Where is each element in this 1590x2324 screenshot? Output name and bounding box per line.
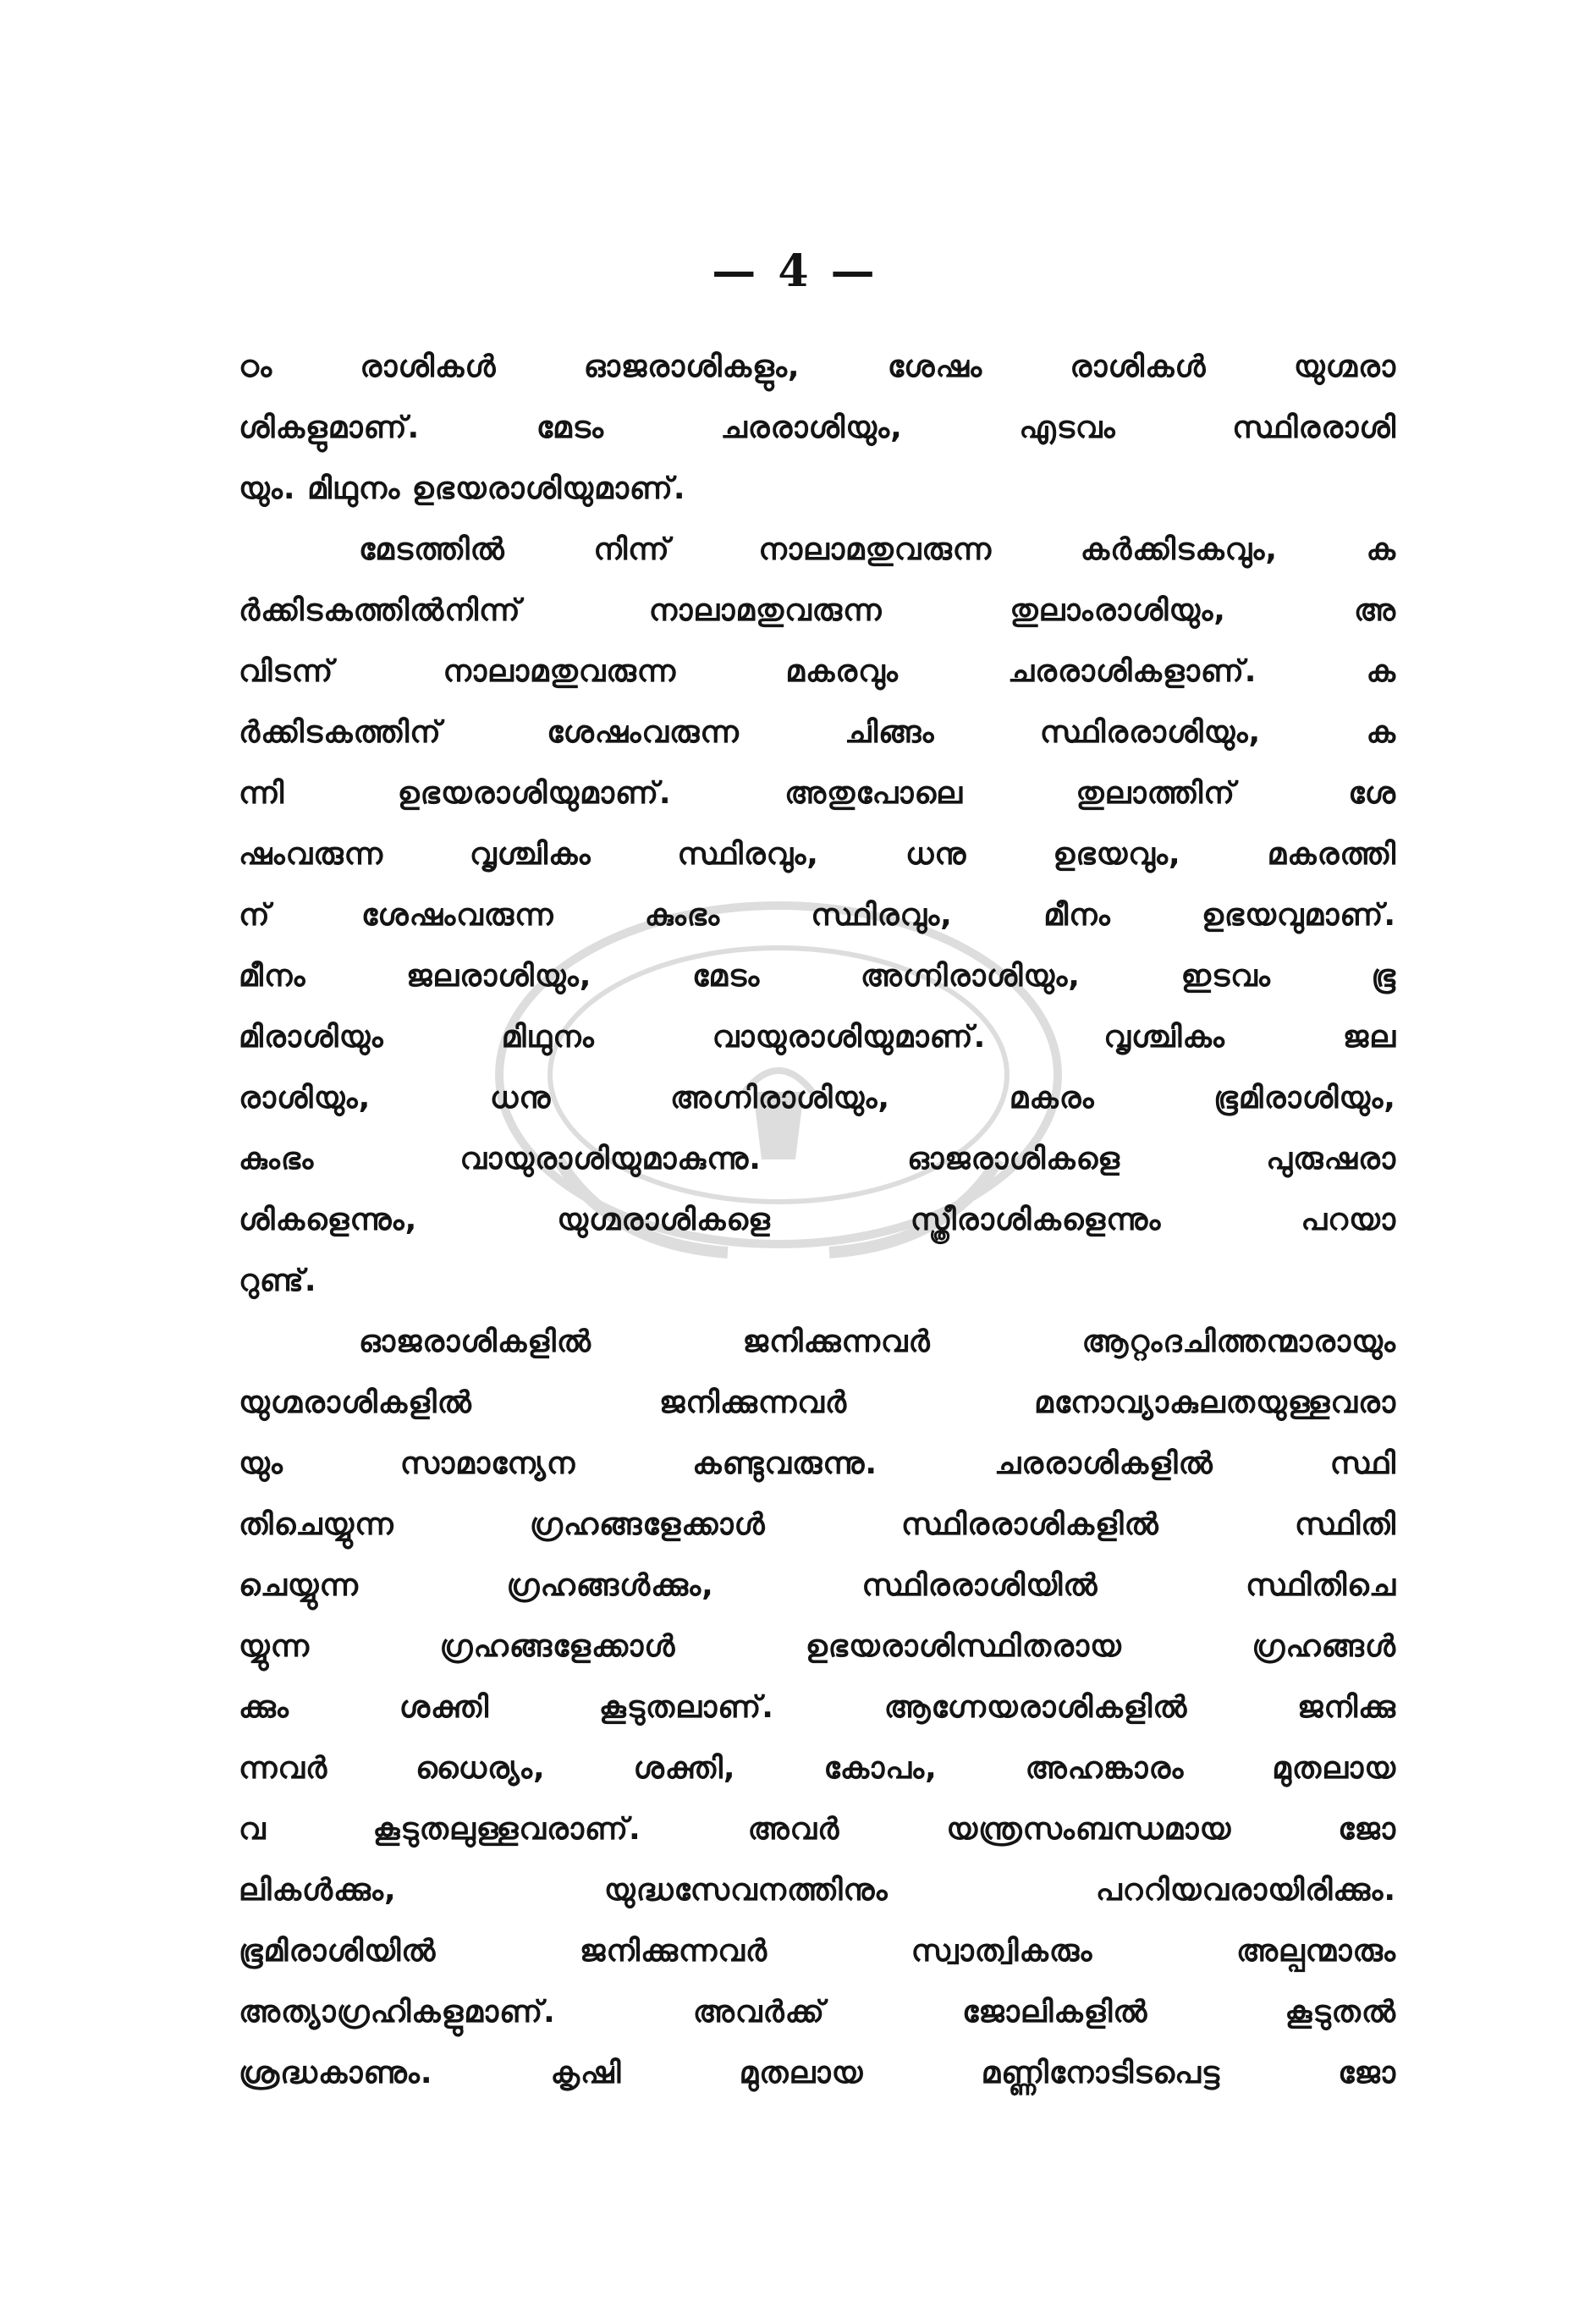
text-line: യും. മിഥുനം ഉഭയരാശിയുമാണ്. <box>239 471 686 506</box>
text-line: ചെയ്യുന്ന ഗ്രഹങ്ങൾക്കും, സ്ഥിരരാശിയിൽ സ്ഥിതിചെ <box>239 1568 1396 1603</box>
text-line: ർക്കിടകത്തിന് ശേഷംവരുന്ന ചിങ്ങം സ്ഥിരരാശിയും, ക <box>239 715 1396 750</box>
text-line: ശികളെന്നും, യുഗ്മരാശികളെ സ്ത്രീരാശികളെന്നും പറയാ <box>239 1203 1396 1237</box>
text-line: ഭൂമിരാശിയിൽ ജനിക്കുന്നവർ സ്വാത്വികരും അല്പന്മാരും <box>239 1934 1396 1969</box>
text-line: മീനം ജലരാശിയും, മേടം അഗ്നിരാശിയും, ഇടവം ഭൂ <box>239 959 1396 994</box>
text-line: ലികൾക്കും, യുദ്ധസേവനത്തിനും പററിയവരായിരിക്കും. <box>239 1873 1396 1908</box>
text-line: ന് ശേഷംവരുന്ന കുംഭം സ്ഥിരവും, മീനം ഉഭയവുമാണ്. <box>239 898 1396 933</box>
text-line: ഠം രാശികൾ ഓജരാശികളും, ശേഷം രാശികൾ യുഗ്മരാ <box>239 350 1396 384</box>
text-line: യ്യുന്ന ഗ്രഹങ്ങളേക്കാൾ ഉഭയരാശിസ്ഥിതരായ ഗ്രഹങ്ങൾ <box>239 1629 1396 1664</box>
text-line: രാശിയും, ധനു അഗ്നിരാശിയും, മകരം ഭൂമിരാശിയും, <box>239 1081 1396 1115</box>
text-line: അത്യാഗ്രഹികളുമാണ്. അവർക്ക് ജോലികളിൽ കൂടുതൽ <box>239 1995 1396 2029</box>
text-line: മിരാശിയും മിഥുനം വായുരാശിയുമാണ്. വൃശ്ചികം ജല <box>239 1020 1396 1055</box>
text-line: ശ്രദ്ധകാണും. കൃഷി മുതലായ മണ്ണിനോടിടപെട്ട ജോ <box>239 2056 1396 2090</box>
body-text <box>239 337 1396 2104</box>
page-number: — 4 — <box>712 245 878 297</box>
text-line: ക്കും ശക്തി കൂടുതലാണ്. ആഗ്നേയരാശികളിൽ ജനിക്കു <box>239 1690 1396 1725</box>
text-line: ന്നവർ ധൈര്യം, ശക്തി, കോപം, അഹങ്കാരം മുതലായ <box>239 1751 1396 1786</box>
text-line: തിചെയ്യുന്ന ഗ്രഹങ്ങളേക്കാൾ സ്ഥിരരാശികളിൽ സ്ഥിതി <box>239 1507 1396 1542</box>
text-line: ർക്കിടകത്തിൽനിന്ന് നാലാമതുവരുന്ന തുലാംരാശിയും, അ <box>239 593 1396 628</box>
text-line: ശികളുമാണ്. മേടം ചരരാശിയും, എടവം സ്ഥിരരാശി <box>239 410 1396 445</box>
text-line: റുണ്ട്. <box>239 1264 317 1298</box>
text-line: കുംഭം വായുരാശിയുമാകുന്നു. ഓജരാശികളെ പുരുഷരാ <box>239 1142 1396 1176</box>
text-line: വ കൂടുതലുള്ളവരാണ്. അവർ യന്ത്രസംബന്ധമായ ജോ <box>239 1812 1396 1847</box>
text-line: വിടന്ന് നാലാമതുവരുന്ന മകരവും ചരരാശികളാണ്. ക <box>239 654 1396 689</box>
text-line: ഷംവരുന്ന വൃശ്ചികം സ്ഥിരവും, ധനു ഉഭയവും, മകരത്തി <box>239 837 1396 872</box>
text-line: ഓജരാശികളിൽ ജനിക്കുന്നവർ ആറ്റംദചിത്തന്മാരായും <box>359 1324 1396 1359</box>
text-line: മേടത്തിൽ നിന്ന് നാലാമതുവരുന്ന കർക്കിടകവും, ക <box>359 532 1396 567</box>
text-line: യുഗ്മരാശികളിൽ ജനിക്കുന്നവർ മനോവ്യാകുലതയുള്ളവരാ <box>239 1385 1396 1420</box>
text-line: യും സാമാന്യേന കണ്ടുവരുന്നു. ചരരാശികളിൽ സ്ഥി <box>239 1446 1396 1481</box>
text-line: ന്നി ഉഭയരാശിയുമാണ്. അതുപോലെ തുലാത്തിന് ശേ <box>239 776 1396 811</box>
